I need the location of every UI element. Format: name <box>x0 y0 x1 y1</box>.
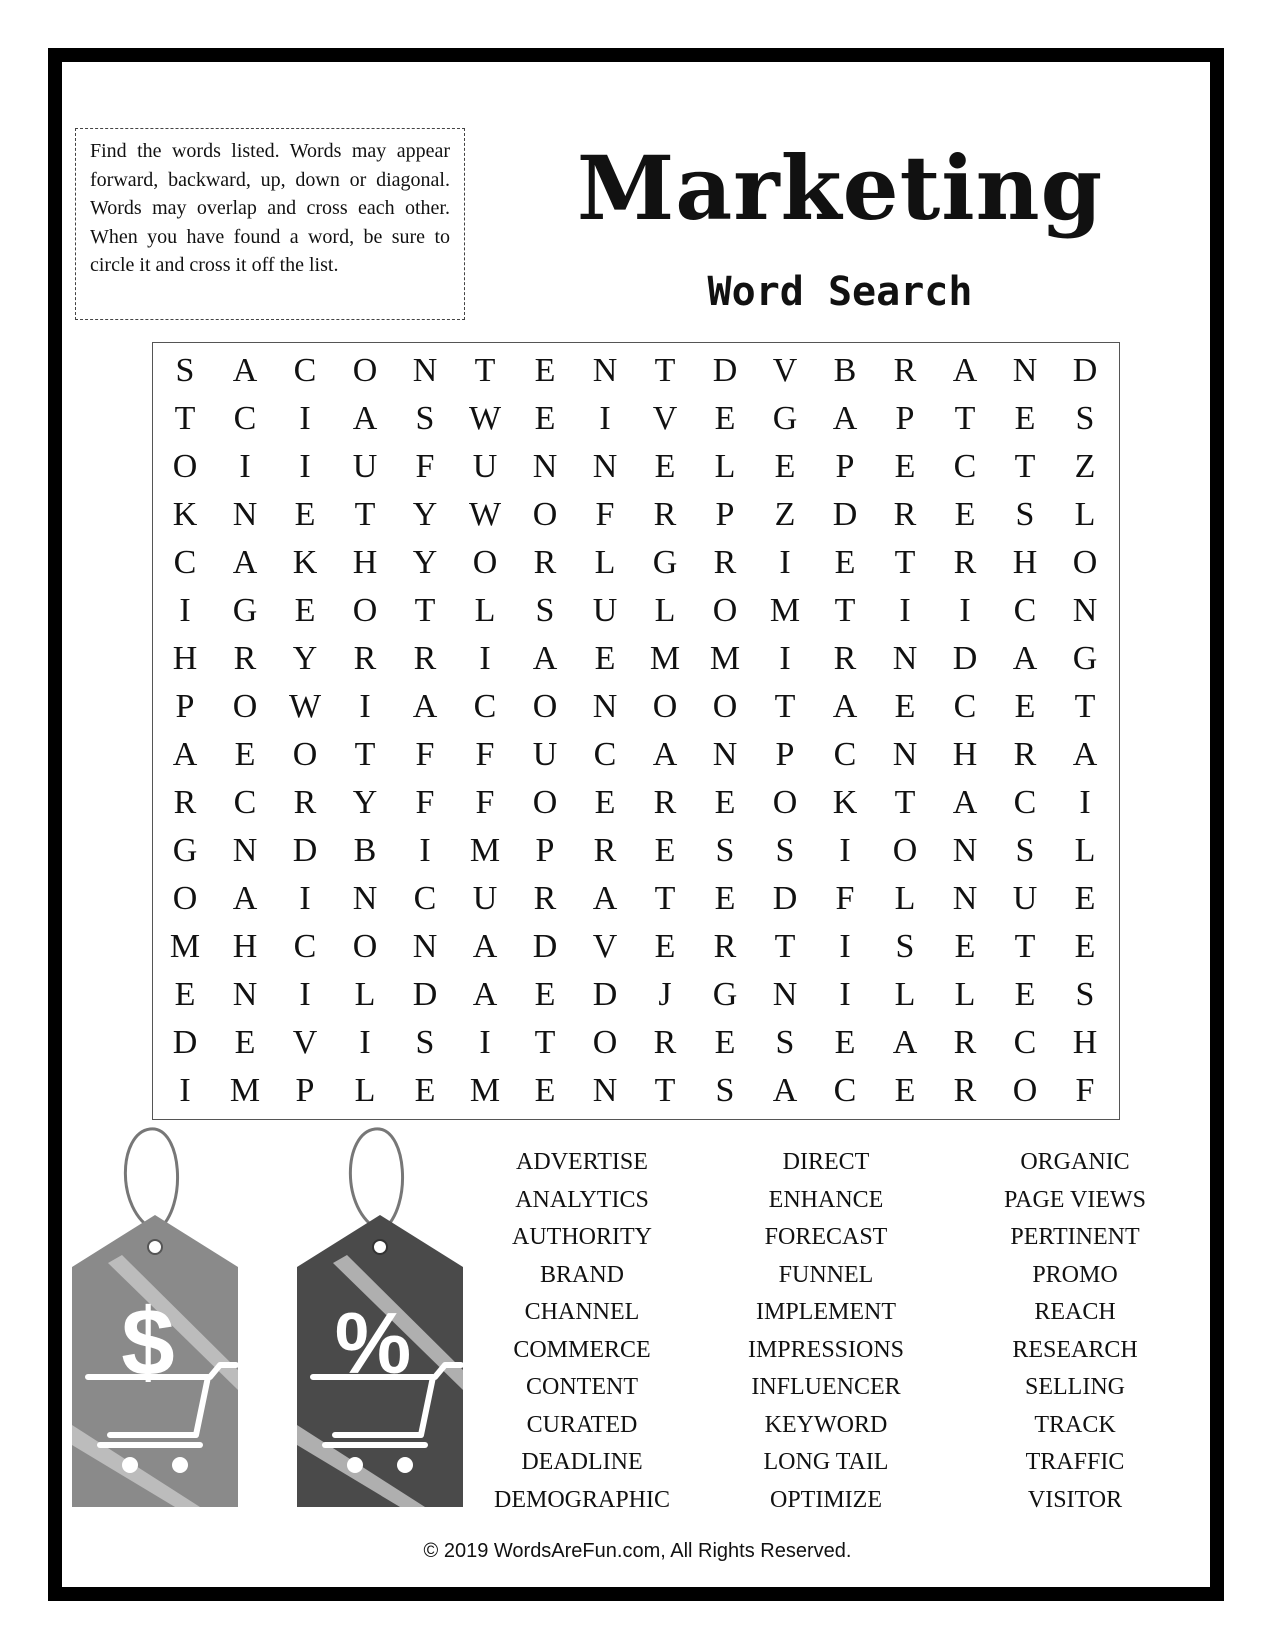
grid-letter[interactable]: T <box>414 592 436 629</box>
word-list-item: LONG TAIL <box>763 1449 889 1475</box>
grid-letter[interactable]: I <box>359 688 371 725</box>
grid-letter[interactable]: K <box>172 496 198 533</box>
grid-letter[interactable]: E <box>1014 976 1036 1013</box>
word-list-item: FUNNEL <box>778 1261 874 1288</box>
grid-letter[interactable]: E <box>534 352 556 389</box>
grid-letter[interactable]: C <box>1013 592 1037 629</box>
word-list-item: TRAFFIC <box>1025 1449 1125 1475</box>
grid-letter[interactable]: N <box>412 352 438 389</box>
grid-letter[interactable]: L <box>954 976 976 1013</box>
grid-letter[interactable]: E <box>714 784 736 821</box>
grid-letter[interactable]: L <box>1074 496 1096 533</box>
grid-letter[interactable]: E <box>954 928 976 965</box>
grid-letter[interactable]: S <box>1015 832 1035 869</box>
grid-letter[interactable]: M <box>649 640 681 677</box>
grid-letter[interactable]: U <box>352 448 378 485</box>
word-list-item: CHANNEL <box>524 1299 640 1325</box>
grid-letter[interactable]: R <box>893 496 917 533</box>
dollar-symbol: $ <box>121 1289 175 1396</box>
grid-letter[interactable]: E <box>534 976 556 1013</box>
grid-letter[interactable]: I <box>359 1024 371 1061</box>
grid-letter[interactable]: M <box>229 1072 261 1109</box>
grid-letter[interactable]: T <box>1014 928 1036 965</box>
grid-letter[interactable]: B <box>833 352 857 389</box>
grid-letter[interactable]: O <box>892 832 918 869</box>
grid-letter[interactable]: I <box>839 928 851 965</box>
grid-letter[interactable]: M <box>469 832 501 869</box>
grid-letter[interactable]: I <box>299 448 311 485</box>
grid-letter[interactable]: A <box>412 688 438 725</box>
grid-letter[interactable]: E <box>594 640 616 677</box>
grid-letter[interactable]: R <box>653 784 677 821</box>
grid-letter[interactable]: A <box>1012 640 1038 677</box>
grid-letter[interactable]: C <box>953 688 977 725</box>
grid-letter[interactable]: G <box>1072 640 1098 677</box>
grid-letter[interactable]: D <box>712 352 738 389</box>
grid-letter[interactable]: L <box>474 592 496 629</box>
grid-letter[interactable]: H <box>232 928 258 965</box>
grid-letter[interactable]: Y <box>292 640 318 677</box>
word-list-item: FORECAST <box>764 1224 888 1250</box>
grid-letter[interactable]: I <box>839 832 851 869</box>
grid-letter[interactable]: C <box>1013 784 1037 821</box>
grid-letter[interactable]: O <box>352 352 378 389</box>
grid-letter[interactable]: E <box>1074 928 1096 965</box>
grid-letter[interactable]: Y <box>412 496 438 533</box>
grid-letter[interactable]: F <box>1075 1072 1095 1109</box>
grid-letter[interactable]: S <box>715 832 735 869</box>
word-list-item: IMPRESSIONS <box>747 1336 905 1363</box>
grid-letter[interactable]: G <box>772 400 798 437</box>
word-list-item: SELLING <box>1025 1374 1125 1400</box>
grid-letter[interactable]: G <box>232 592 258 629</box>
grid-letter[interactable]: E <box>234 736 256 773</box>
grid-letter[interactable]: M <box>169 928 201 965</box>
grid-letter[interactable]: R <box>413 640 437 677</box>
grid-letter[interactable]: S <box>775 1024 795 1061</box>
grid-letter[interactable]: O <box>292 736 318 773</box>
grid-letter[interactable]: A <box>232 352 258 389</box>
grid-letter[interactable]: O <box>1072 544 1098 581</box>
grid-letter[interactable]: G <box>652 544 678 581</box>
grid-letter[interactable]: A <box>832 688 858 725</box>
grid-letter[interactable]: D <box>532 928 558 965</box>
grid-letter[interactable]: P <box>895 400 915 437</box>
grid-letter[interactable]: T <box>354 736 376 773</box>
grid-letter[interactable]: E <box>234 1024 256 1061</box>
word-list-item: DEADLINE <box>521 1449 643 1475</box>
grid-letter[interactable]: M <box>469 1072 501 1109</box>
grid-letter[interactable]: U <box>472 880 498 917</box>
grid-letter[interactable]: N <box>592 1072 618 1109</box>
page-title: Marketing <box>576 136 1104 240</box>
grid-letter[interactable]: R <box>953 1024 977 1061</box>
grid-letter[interactable]: C <box>233 400 257 437</box>
grid-letter[interactable]: I <box>899 592 911 629</box>
grid-letter[interactable]: R <box>233 640 257 677</box>
word-list-item: ENHANCE <box>768 1186 884 1213</box>
grid-letter[interactable]: O <box>172 448 198 485</box>
grid-letter[interactable]: E <box>894 448 916 485</box>
grid-letter[interactable]: N <box>532 448 558 485</box>
grid-letter[interactable]: O <box>172 880 198 917</box>
grid-letter[interactable]: H <box>172 640 198 677</box>
grid-letter[interactable]: P <box>715 496 735 533</box>
word-list-item: ORGANIC <box>1020 1149 1130 1175</box>
grid-letter[interactable]: V <box>592 928 618 965</box>
word-list-item: REACH <box>1034 1299 1116 1325</box>
grid-letter[interactable]: E <box>894 1072 916 1109</box>
grid-letter[interactable]: D <box>772 880 798 917</box>
word-list-item: IMPLEMENT <box>756 1299 896 1325</box>
grid-letter[interactable]: L <box>354 1072 376 1109</box>
grid-letter[interactable]: W <box>468 496 502 533</box>
grid-letter[interactable]: D <box>412 976 438 1013</box>
grid-letter[interactable]: K <box>832 784 858 821</box>
grid-letter[interactable]: E <box>174 976 196 1013</box>
grid-letter[interactable]: I <box>779 640 791 677</box>
word-list-item: CURATED <box>526 1411 638 1438</box>
grid-letter[interactable]: N <box>592 352 618 389</box>
grid-letter[interactable]: R <box>533 544 557 581</box>
grid-letter[interactable]: R <box>293 784 317 821</box>
grid-letter[interactable]: F <box>415 736 435 773</box>
grid-letter[interactable]: Y <box>352 784 378 821</box>
grid-letter[interactable]: W <box>288 688 322 725</box>
grid-letter[interactable]: L <box>894 880 916 917</box>
grid-letter[interactable]: N <box>412 928 438 965</box>
grid-letter[interactable]: E <box>534 400 556 437</box>
grid-letter[interactable]: I <box>239 448 251 485</box>
grid-letter[interactable]: I <box>479 1024 491 1061</box>
grid-letter[interactable]: R <box>353 640 377 677</box>
grid-letter[interactable]: P <box>775 736 795 773</box>
grid-letter[interactable]: N <box>232 976 258 1013</box>
grid-letter[interactable]: T <box>954 400 976 437</box>
grid-letter[interactable]: D <box>292 832 318 869</box>
word-list-item: TRACK <box>1034 1411 1116 1438</box>
word-list-column-2 <box>696 1144 956 1519</box>
grid-letter[interactable]: E <box>714 1024 736 1061</box>
grid-letter[interactable]: U <box>1012 880 1038 917</box>
grid-letter[interactable]: S <box>895 928 915 965</box>
grid-letter[interactable]: E <box>654 448 676 485</box>
grid-letter[interactable]: I <box>419 832 431 869</box>
grid-letter[interactable]: F <box>475 736 495 773</box>
grid-letter[interactable]: F <box>835 880 855 917</box>
grid-letter[interactable]: R <box>1013 736 1037 773</box>
grid-letter[interactable]: F <box>475 784 495 821</box>
grid-letter[interactable]: P <box>535 832 555 869</box>
grid-letter[interactable]: A <box>832 400 858 437</box>
grid-letter[interactable]: S <box>415 1024 435 1061</box>
dollar-price-tag-icon <box>60 1115 250 1510</box>
grid-letter[interactable]: U <box>472 448 498 485</box>
grid-letter[interactable]: I <box>839 976 851 1013</box>
grid-letter[interactable]: G <box>712 976 738 1013</box>
grid-letter[interactable]: K <box>292 544 318 581</box>
grid-letter[interactable]: J <box>658 976 672 1013</box>
grid-letter[interactable]: A <box>472 928 498 965</box>
grid-letter[interactable]: I <box>479 640 491 677</box>
grid-letter[interactable]: C <box>233 784 257 821</box>
instructions-box: Find the words listed. Words may appear forward, backward, up, down or diagonal. Words may overlap and cross each other. When you have found a word, be sure to circle it and cross it off the list. <box>75 128 465 320</box>
grid-letter[interactable]: N <box>952 880 978 917</box>
grid-letter[interactable]: D <box>1072 352 1098 389</box>
word-list-item: ADVERTISE <box>516 1149 648 1175</box>
grid-letter[interactable]: A <box>532 640 558 677</box>
grid-letter[interactable]: O <box>532 784 558 821</box>
word-list-item: INFLUENCER <box>751 1374 901 1400</box>
grid-letter[interactable]: N <box>592 448 618 485</box>
grid-letter[interactable]: O <box>712 592 738 629</box>
word-list-item: CONTENT <box>526 1374 638 1400</box>
grid-letter[interactable]: S <box>535 592 555 629</box>
grid-letter[interactable]: C <box>833 736 857 773</box>
word-list-item: AUTHORITY <box>512 1224 652 1250</box>
grid-letter[interactable]: T <box>534 1024 556 1061</box>
grid-letter[interactable]: I <box>1079 784 1091 821</box>
grid-letter[interactable]: E <box>414 1072 436 1109</box>
grid-letter[interactable]: R <box>173 784 197 821</box>
grid-letter[interactable]: A <box>172 736 198 773</box>
grid-letter[interactable]: P <box>295 1072 315 1109</box>
grid-letter[interactable]: N <box>232 496 258 533</box>
grid-letter[interactable]: N <box>952 832 978 869</box>
grid-letter[interactable]: N <box>352 880 378 917</box>
grid-letter[interactable]: A <box>592 880 618 917</box>
grid-letter[interactable]: I <box>959 592 971 629</box>
grid-letter[interactable]: H <box>1012 544 1038 581</box>
grid-letter[interactable]: E <box>714 400 736 437</box>
grid-letter[interactable]: U <box>532 736 558 773</box>
grid-letter[interactable]: S <box>1075 400 1095 437</box>
grid-letter[interactable]: A <box>472 976 498 1013</box>
word-list-item: KEYWORD <box>764 1411 888 1438</box>
grid-letter[interactable]: E <box>834 1024 856 1061</box>
grid-letter[interactable]: R <box>953 1072 977 1109</box>
grid-letter[interactable]: S <box>175 352 195 389</box>
grid-letter[interactable]: E <box>654 928 676 965</box>
grid-letter[interactable]: A <box>952 352 978 389</box>
grid-letter[interactable]: Z <box>774 496 796 533</box>
grid-letter[interactable]: O <box>532 688 558 725</box>
grid-letter[interactable]: W <box>468 400 502 437</box>
grid-letter[interactable]: O <box>532 496 558 533</box>
grid-letter[interactable]: F <box>415 784 435 821</box>
grid-letter[interactable]: C <box>833 1072 857 1109</box>
grid-letter[interactable]: R <box>833 640 857 677</box>
grid-letter[interactable]: T <box>474 352 496 389</box>
grid-letter[interactable]: A <box>232 544 258 581</box>
grid-letter[interactable]: N <box>592 688 618 725</box>
grid-letter[interactable]: I <box>299 880 311 917</box>
grid-letter[interactable]: B <box>353 832 377 869</box>
grid-letter[interactable]: T <box>894 784 916 821</box>
grid-letter[interactable]: E <box>294 496 316 533</box>
grid-letter[interactable]: R <box>893 352 917 389</box>
word-list-column-1 <box>452 1144 712 1519</box>
grid-letter[interactable]: D <box>952 640 978 677</box>
grid-letter[interactable]: C <box>953 448 977 485</box>
grid-letter[interactable]: E <box>894 688 916 725</box>
grid-letter[interactable]: N <box>892 640 918 677</box>
grid-letter[interactable]: D <box>172 1024 198 1061</box>
grid-letter[interactable]: F <box>415 448 435 485</box>
grid-letter[interactable]: S <box>775 832 795 869</box>
word-list-item: PAGE VIEWS <box>1003 1186 1147 1213</box>
grid-letter[interactable]: I <box>299 976 311 1013</box>
grid-letter[interactable]: T <box>1014 448 1036 485</box>
word-list-item: PERTINENT <box>1010 1224 1140 1250</box>
grid-letter[interactable]: D <box>592 976 618 1013</box>
grid-letter[interactable]: T <box>894 544 916 581</box>
grid-letter[interactable]: C <box>593 736 617 773</box>
grid-letter[interactable]: M <box>769 592 801 629</box>
word-list-item: RESEARCH <box>1012 1336 1138 1363</box>
grid-letter[interactable]: O <box>652 688 678 725</box>
grid-letter[interactable]: T <box>654 1072 676 1109</box>
word-list-item: DEMOGRAPHIC <box>493 1486 670 1513</box>
grid-letter[interactable]: T <box>1074 688 1096 725</box>
grid-letter[interactable]: F <box>595 496 615 533</box>
grid-letter[interactable]: R <box>653 1024 677 1061</box>
grid-letter[interactable]: R <box>953 544 977 581</box>
grid-letter[interactable]: I <box>779 544 791 581</box>
grid-letter[interactable]: R <box>533 880 557 917</box>
grid-letter[interactable]: H <box>1072 1024 1098 1061</box>
grid-letter[interactable]: Z <box>1074 448 1096 485</box>
grid-letter[interactable]: E <box>294 592 316 629</box>
grid-letter[interactable]: A <box>652 736 678 773</box>
grid-letter[interactable]: V <box>292 1024 318 1061</box>
grid-letter[interactable]: S <box>715 1072 735 1109</box>
grid-letter[interactable]: E <box>534 1072 556 1109</box>
grid-letter[interactable]: L <box>354 976 376 1013</box>
grid-letter[interactable]: N <box>772 976 798 1013</box>
grid-letter[interactable]: E <box>654 832 676 869</box>
grid-letter[interactable]: R <box>653 496 677 533</box>
grid-letter[interactable]: L <box>1074 832 1096 869</box>
grid-letter[interactable]: E <box>954 496 976 533</box>
grid-letter[interactable]: P <box>175 688 195 725</box>
grid-letter[interactable]: N <box>1072 592 1098 629</box>
grid-letter[interactable]: A <box>1072 736 1098 773</box>
grid-letter[interactable]: C <box>413 880 437 917</box>
word-list-item: DIRECT <box>782 1149 870 1175</box>
grid-letter[interactable]: C <box>1013 1024 1037 1061</box>
grid-letter[interactable]: S <box>415 400 435 437</box>
grid-letter[interactable]: O <box>712 688 738 725</box>
grid-letter[interactable]: L <box>654 592 676 629</box>
grid-letter[interactable]: A <box>772 1072 798 1109</box>
grid-letter[interactable]: A <box>232 880 258 917</box>
word-list-item: PROMO <box>1032 1261 1118 1288</box>
grid-letter[interactable]: C <box>173 544 197 581</box>
grid-letter[interactable]: O <box>352 592 378 629</box>
grid-letter[interactable]: D <box>832 496 858 533</box>
word-list-column-3 <box>945 1144 1205 1519</box>
grid-letter[interactable]: A <box>352 400 378 437</box>
grid-letter[interactable]: I <box>299 400 311 437</box>
grid-letter[interactable]: N <box>712 736 738 773</box>
grid-letter[interactable]: O <box>472 544 498 581</box>
grid-letter[interactable]: O <box>1012 1072 1038 1109</box>
grid-letter[interactable]: O <box>772 784 798 821</box>
grid-letter[interactable]: E <box>594 784 616 821</box>
grid-letter[interactable]: I <box>179 592 191 629</box>
grid-letter[interactable]: V <box>772 352 798 389</box>
grid-letter[interactable]: G <box>172 832 198 869</box>
grid-letter[interactable]: R <box>713 928 737 965</box>
grid-letter[interactable]: A <box>952 784 978 821</box>
word-list-item: COMMERCE <box>513 1336 651 1363</box>
grid-letter[interactable]: L <box>594 544 616 581</box>
page-subtitle: Word Search <box>707 269 973 315</box>
grid-letter[interactable]: A <box>892 1024 918 1061</box>
grid-letter[interactable]: C <box>473 688 497 725</box>
grid-letter[interactable]: P <box>835 448 855 485</box>
grid-letter[interactable]: S <box>1075 976 1095 1013</box>
grid-letter[interactable]: C <box>293 928 317 965</box>
grid-letter[interactable]: T <box>834 592 856 629</box>
grid-letter[interactable]: T <box>774 688 796 725</box>
grid-letter[interactable]: V <box>652 400 678 437</box>
grid-letter[interactable]: I <box>599 400 611 437</box>
grid-letter[interactable]: R <box>593 832 617 869</box>
grid-letter[interactable]: N <box>1012 352 1038 389</box>
grid-letter[interactable]: N <box>232 832 258 869</box>
grid-letter[interactable]: E <box>1074 880 1096 917</box>
grid-letter[interactable]: C <box>293 352 317 389</box>
grid-letter[interactable]: I <box>179 1072 191 1109</box>
grid-letter[interactable]: E <box>774 448 796 485</box>
grid-letter[interactable]: R <box>713 544 737 581</box>
grid-letter[interactable]: T <box>354 496 376 533</box>
grid-letter[interactable]: O <box>232 688 258 725</box>
grid-letter[interactable]: U <box>592 592 618 629</box>
grid-letter[interactable]: T <box>774 928 796 965</box>
grid-letter[interactable]: Y <box>412 544 438 581</box>
grid-letter[interactable]: N <box>892 736 918 773</box>
word-list-item: BRAND <box>539 1261 624 1288</box>
grid-letter[interactable]: L <box>894 976 916 1013</box>
word-list-item: VISITOR <box>1027 1486 1123 1513</box>
word-list-item: ANALYTICS <box>515 1186 649 1213</box>
grid-letter[interactable]: E <box>1014 688 1036 725</box>
word-search-grid[interactable] <box>152 342 1120 1120</box>
grid-letter[interactable]: H <box>952 736 978 773</box>
word-list-item: OPTIMIZE <box>770 1486 882 1513</box>
grid-letter[interactable]: E <box>714 880 736 917</box>
grid-letter[interactable]: H <box>352 544 378 581</box>
grid-letter[interactable]: T <box>174 400 196 437</box>
copyright-footer: © 2019 WordsAreFun.com, All Rights Reserved. <box>423 1540 852 1562</box>
grid-letter[interactable]: T <box>654 352 676 389</box>
grid-letter[interactable]: O <box>592 1024 618 1061</box>
grid-letter[interactable]: M <box>709 640 741 677</box>
percent-price-tag-icon <box>285 1115 475 1510</box>
grid-letter[interactable]: S <box>1015 496 1035 533</box>
grid-letter[interactable]: E <box>834 544 856 581</box>
grid-letter[interactable]: O <box>352 928 378 965</box>
percent-symbol: % <box>334 1296 412 1392</box>
grid-letter[interactable]: L <box>714 448 736 485</box>
grid-letter[interactable]: T <box>654 880 676 917</box>
grid-letter[interactable]: E <box>1014 400 1036 437</box>
